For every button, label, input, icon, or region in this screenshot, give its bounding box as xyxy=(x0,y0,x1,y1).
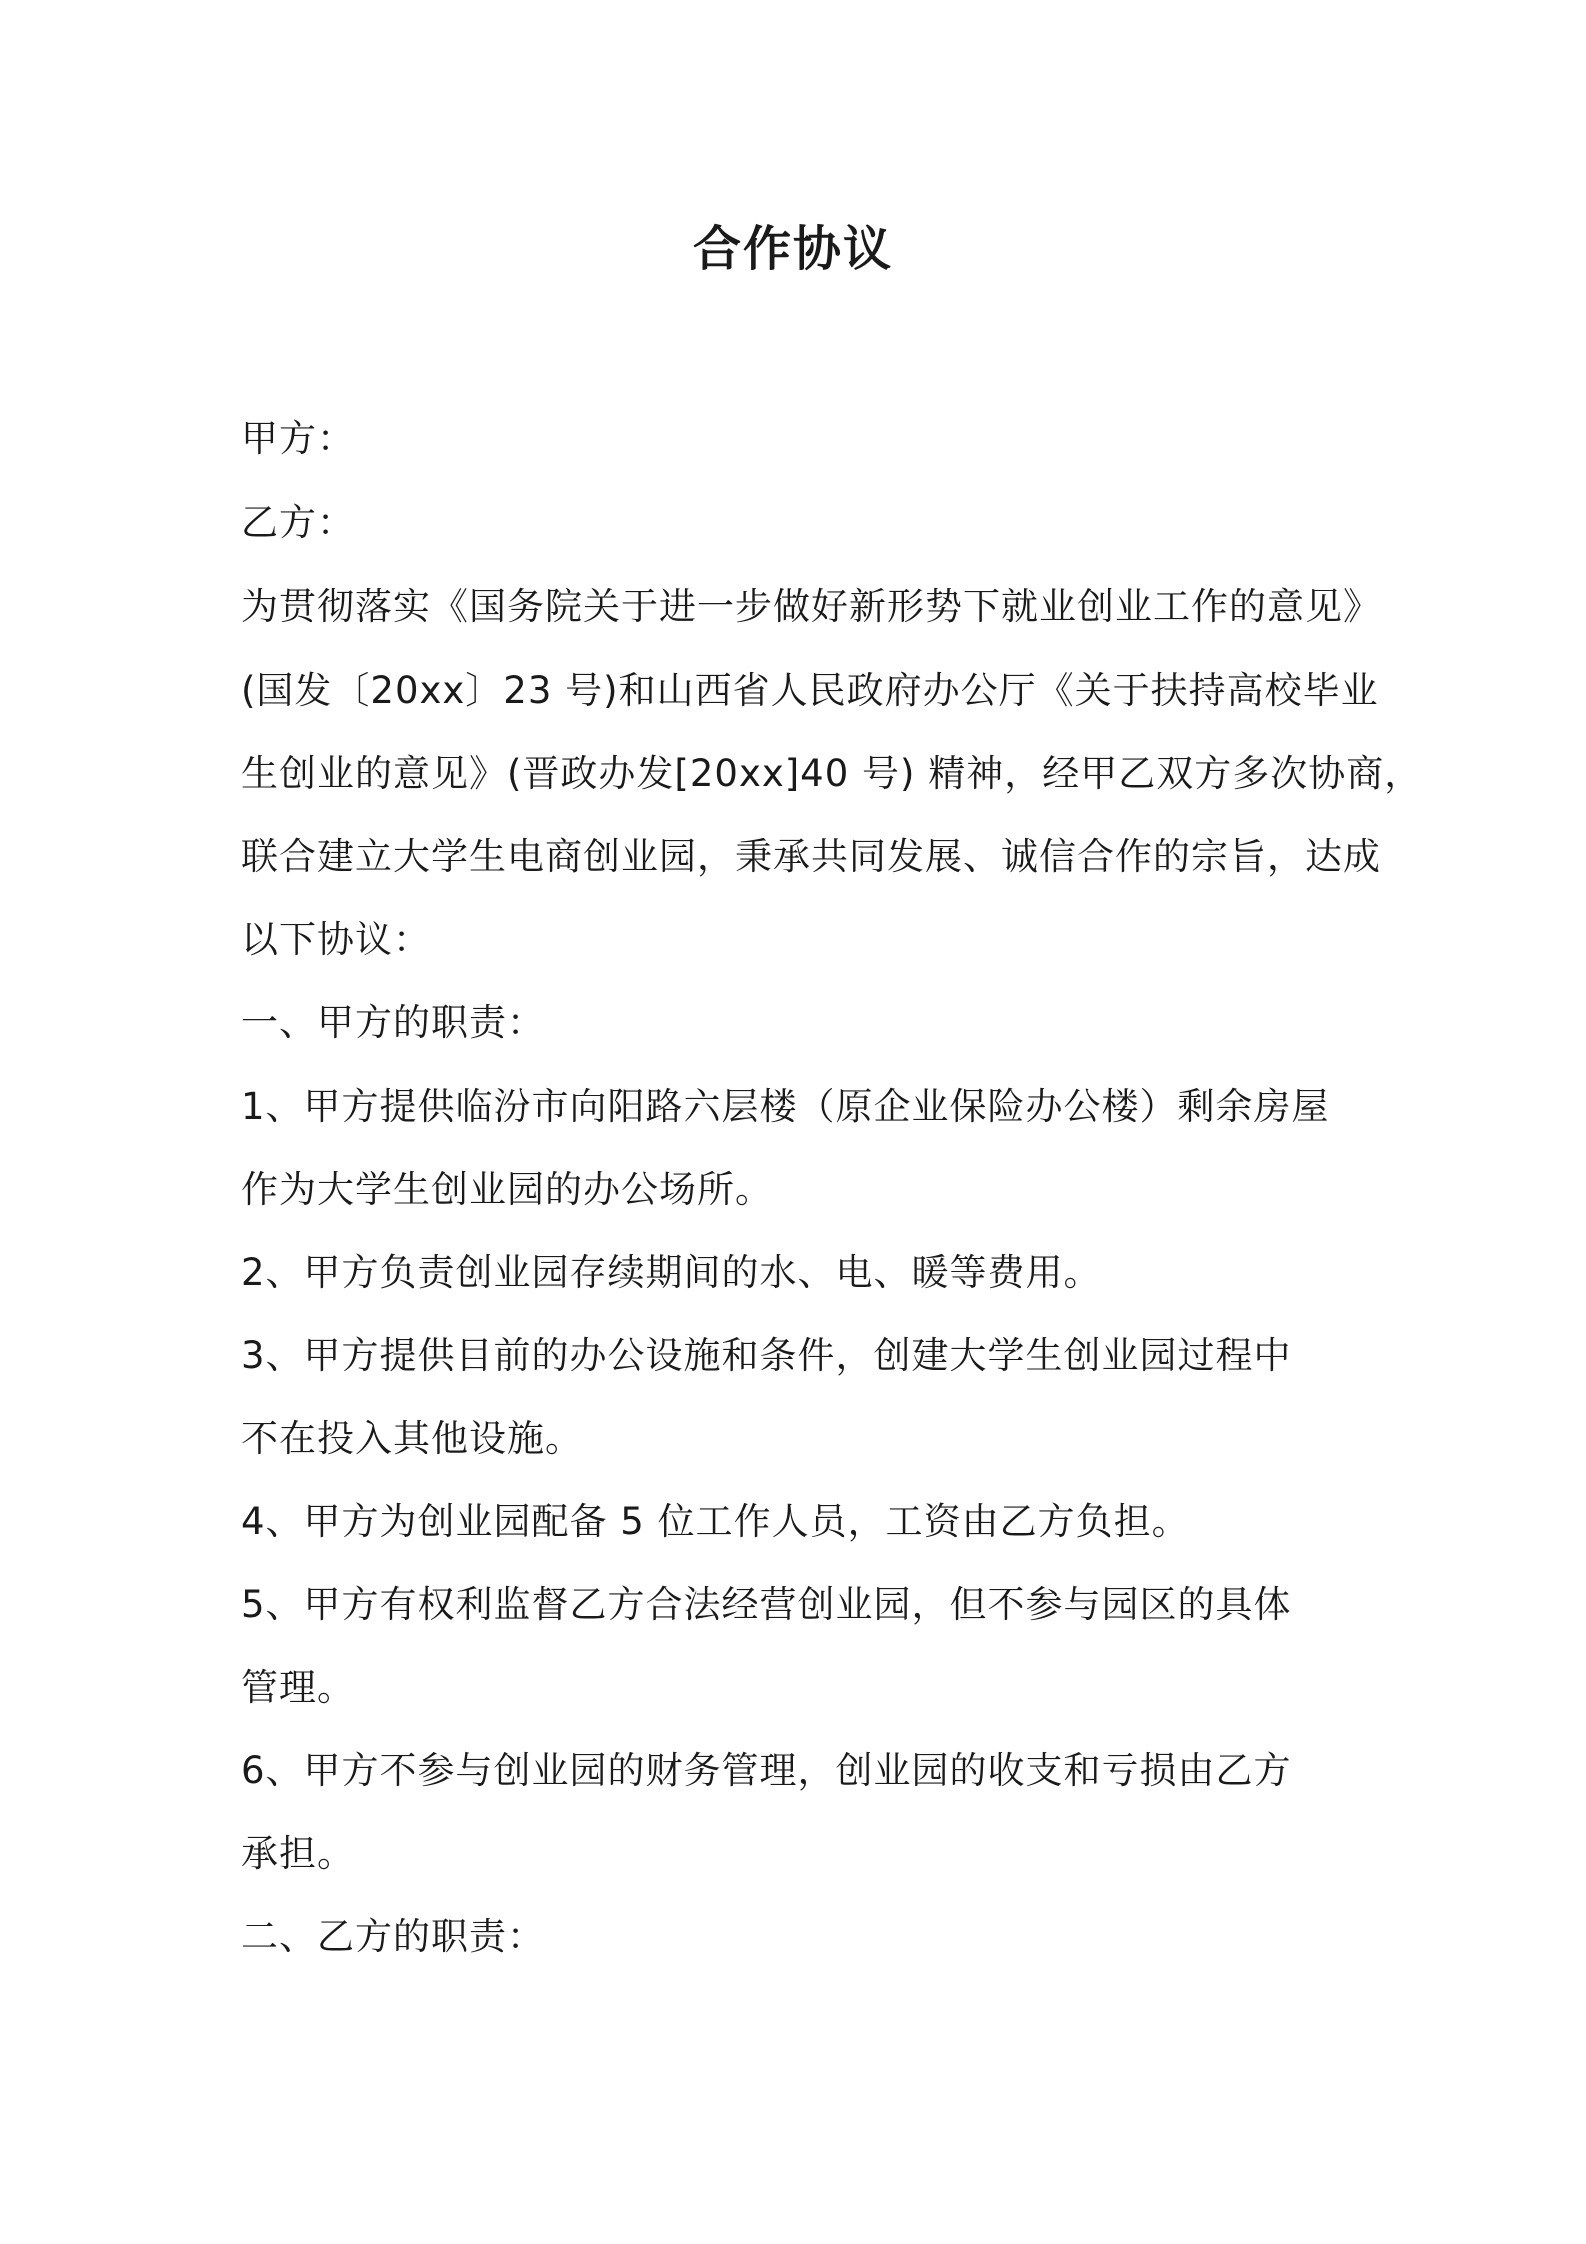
intro-line-5: 以下协议： xyxy=(241,918,431,961)
clause-1-line-2: 作为大学生创业园的办公场所。 xyxy=(241,1168,773,1211)
clause-3-line-2: 不在投入其他设施。 xyxy=(241,1417,583,1460)
clause-4: 4、甲方为创业园配备 5 位工作人员，工资由乙方负担。 xyxy=(241,1500,1190,1543)
document-title: 合作协议 xyxy=(692,221,893,277)
clause-3-line-1: 3、甲方提供目前的办公设施和条件，创建大学生创业园过程中 xyxy=(241,1334,1292,1377)
clause-1-line-1: 1、甲方提供临汾市向阳路六层楼（原企业保险办公楼）剩余房屋 xyxy=(241,1085,1330,1128)
intro-line-4: 联合建立大学生电商创业园，秉承共同发展、诚信合作的宗旨，达成 xyxy=(241,835,1381,878)
party-b-line: 乙方： xyxy=(241,501,355,544)
clause-5-line-2: 管理。 xyxy=(241,1666,355,1709)
clause-6-line-1: 6、甲方不参与创业园的财务管理，创业园的收支和亏损由乙方 xyxy=(241,1749,1292,1792)
intro-line-3: 生创业的意见》(晋政办发[20xx]40 号) 精神，经甲乙双方多次协商， xyxy=(241,752,1423,795)
section-heading-party-a: 一、甲方的职责： xyxy=(241,1001,545,1044)
clause-5-line-1: 5、甲方有权利监督乙方合法经营创业园，但不参与园区的具体 xyxy=(241,1583,1292,1626)
intro-line-2: (国发〔20xx〕23 号)和山西省人民政府办公厅《关于扶持高校毕业 xyxy=(241,669,1379,712)
clause-6-line-2: 承担。 xyxy=(241,1832,355,1875)
party-a-line: 甲方： xyxy=(241,417,355,460)
section-heading-party-b: 二、乙方的职责： xyxy=(241,1915,545,1958)
clause-2: 2、甲方负责创业园存续期间的水、电、暖等费用。 xyxy=(241,1251,1102,1294)
intro-line-1: 为贯彻落实《国务院关于进一步做好新形势下就业创业工作的意见》 xyxy=(241,585,1381,628)
